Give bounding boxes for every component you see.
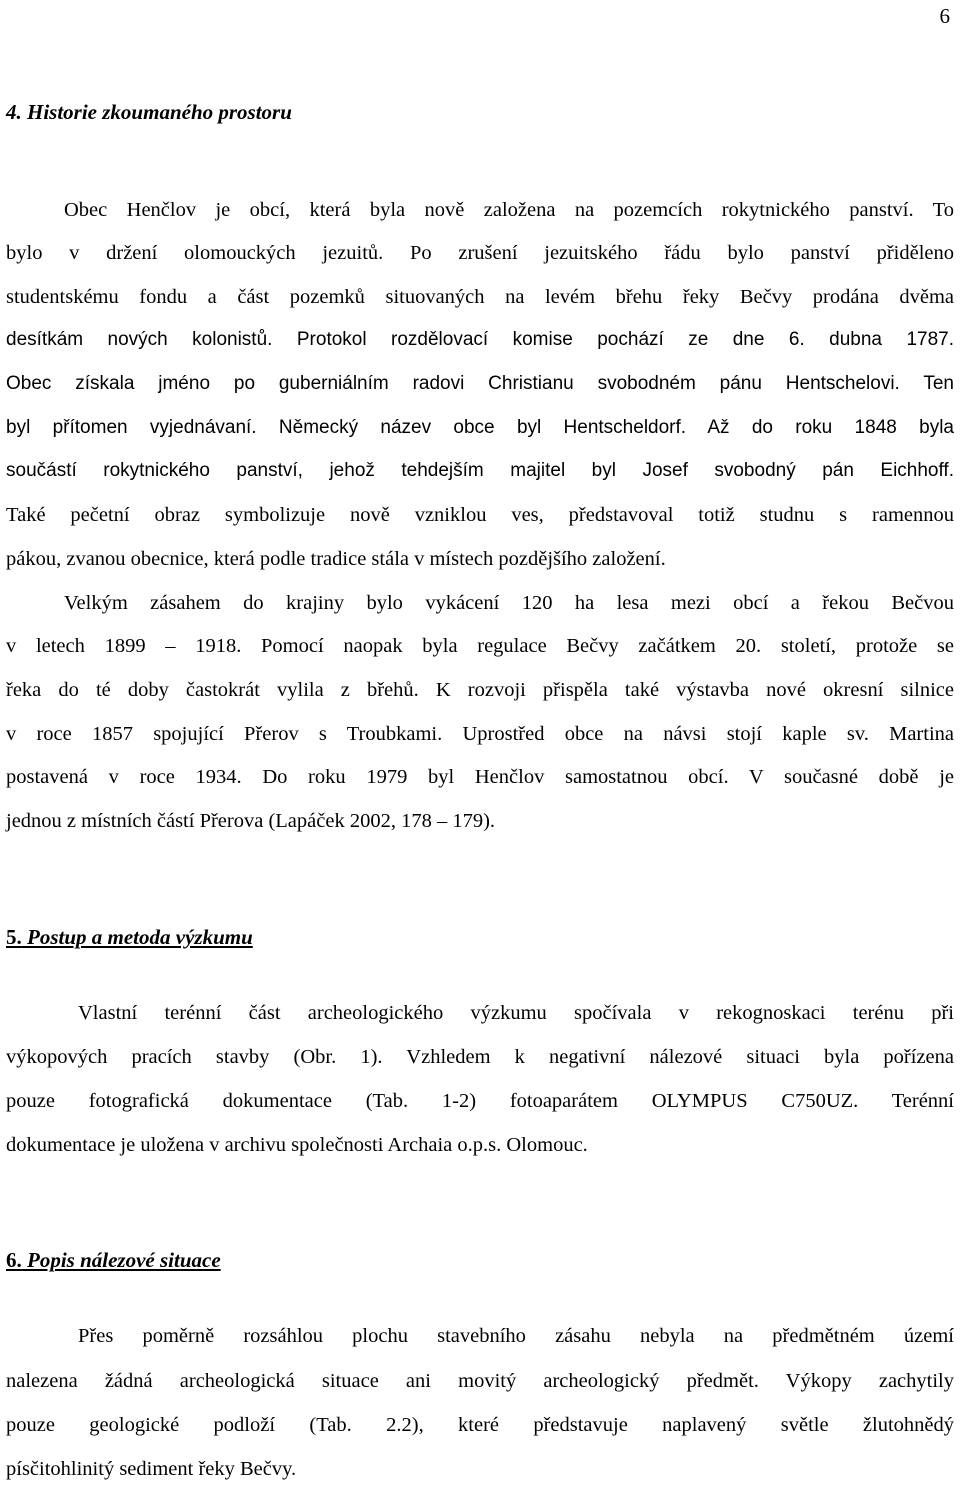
page-number: 6 <box>939 4 950 28</box>
section-6-heading <box>6 1248 221 1273</box>
paragraph-line: byl přítomen vyjednávaní. Německý název obce byl Hentscheldorf. Až do roku 1848 byla <box>6 417 954 438</box>
paragraph-line: postavená v roce 1934. Do roku 1979 byl Henčlov samostatnou obcí. V současné době je <box>6 766 954 788</box>
paragraph-line: Obec Henčlov je obcí, která byla nově založena na pozemcích rokytnického panství. To <box>64 199 954 221</box>
section-title: Postup a metoda výzkumu <box>27 925 253 949</box>
paragraph-line: v roce 1857 spojující Přerov s Troubkami. Uprostřed obce na návsi stojí kaple sv. Martina <box>6 723 954 745</box>
paragraph-line: Vlastní terénní část archeologického výzkumu spočívala v rekognoskaci terénu při <box>78 1002 954 1024</box>
paragraph-line: nalezena žádná archeologická situace ani movitý archeologický předmět. Výkopy zachytily <box>6 1370 954 1392</box>
section-number: 5. <box>6 925 22 949</box>
paragraph-line: Obec získala jméno po guberniálním radovi Christianu svobodném pánu Hentschelovi. Ten <box>6 373 954 394</box>
paragraph-line: pouze fotografická dokumentace (Tab. 1-2) fotoaparátem OLYMPUS C750UZ. Terénní <box>6 1090 954 1112</box>
section-number: 6. <box>6 1248 22 1272</box>
paragraph-line: Přes poměrně rozsáhlou plochu stavebního zásahu nebyla na předmětném území <box>78 1325 954 1347</box>
paragraph-line: pákou, zvanou obecnice, která podle tradice stála v místech pozdějšího založení. <box>6 548 666 570</box>
paragraph-line: Velkým zásahem do krajiny bylo vykácení 120 ha lesa mezi obcí a řekou Bečvou <box>64 592 954 614</box>
paragraph-line: pouze geologické podloží (Tab. 2.2), které představuje naplavený světle žlutohnědý <box>6 1414 954 1436</box>
paragraph-line: písčitohlinitý sediment řeky Bečvy. <box>6 1458 297 1480</box>
section-4-heading: 4. Historie zkoumaného prostoru <box>6 100 292 124</box>
paragraph-line: výkopových pracích stavby (Obr. 1). Vzhledem k negativní nálezové situaci byla pořízena <box>6 1046 954 1068</box>
paragraph-line: desítkám nových kolonistů. Protokol rozdělovací komise pochází ze dne 6. dubna 1787. <box>6 329 954 350</box>
paragraph-line: jednou z místních částí Přerova (Lapáček 2002, 178 – 179). <box>6 810 496 832</box>
paragraph-line: studentskému fondu a část pozemků situovaných na levém břehu řeky Bečvy prodána dvěma <box>6 286 954 308</box>
section-title: Popis nálezové situace <box>27 1248 221 1272</box>
paragraph-line: řeka do té doby častokrát vylila z břehů. K rozvoji přispěla také výstavba nové okresní silnice <box>6 679 954 701</box>
section-5-heading <box>6 925 253 950</box>
paragraph-line: bylo v držení olomouckých jezuitů. Po zrušení jezuitského řádu bylo panství přiděleno <box>6 242 954 264</box>
paragraph-line: dokumentace je uložena v archivu společnosti Archaia o.p.s. Olomouc. <box>6 1134 588 1156</box>
paragraph-line: Také pečetní obraz symbolizuje nově vzniklou ves, představoval totiž studnu s ramennou <box>6 504 954 526</box>
paragraph-line: součástí rokytnického panství, jehož tehdejším majitel byl Josef svobodný pán Eichhoff. <box>6 460 954 481</box>
paragraph-line: v letech 1899 – 1918. Pomocí naopak byla regulace Bečvy začátkem 20. století, protože se <box>6 635 954 657</box>
